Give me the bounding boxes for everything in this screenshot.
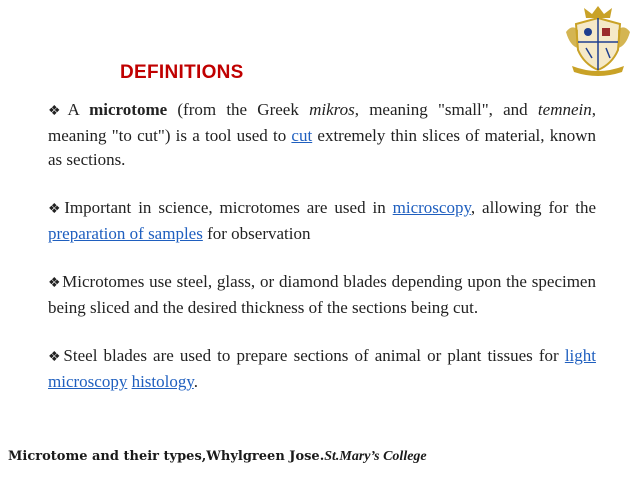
text: , meaning "small", and bbox=[354, 100, 538, 119]
text: , allowing for the bbox=[470, 198, 596, 217]
diamond-bullet-icon: ❖ bbox=[48, 276, 62, 291]
term-temnein: temnein bbox=[537, 100, 592, 119]
text: for observation bbox=[202, 224, 311, 243]
footer-college: St.Mary’s College bbox=[324, 449, 427, 464]
paragraph-blades bbox=[48, 270, 596, 320]
text: extremely thin slices of material, known as sections. bbox=[48, 126, 596, 169]
text: Important in science, microtomes are used in bbox=[64, 198, 393, 217]
term-microtome: microtome bbox=[89, 100, 168, 119]
text: , meaning "to cut") is a tool used to bbox=[48, 100, 596, 145]
link-microscopy[interactable]: microscopy bbox=[392, 198, 471, 217]
link-histology[interactable]: histology bbox=[131, 372, 194, 391]
text: Microtomes use steel, glass, or diamond blades depending upon the specimen being sliced and the desired thickness of the sections being cut. bbox=[48, 272, 596, 317]
diamond-bullet-icon: ❖ bbox=[48, 350, 63, 365]
text: . bbox=[193, 372, 199, 391]
term-mikros: mikros bbox=[309, 100, 355, 119]
text: (from the Greek bbox=[167, 100, 310, 119]
link-light-microscopy[interactable]: light microscopy bbox=[48, 346, 596, 391]
footer bbox=[8, 449, 427, 465]
page-title: DEFINITIONS bbox=[120, 62, 244, 83]
definitions-content bbox=[48, 98, 596, 418]
paragraph-steel-blades bbox=[48, 344, 596, 394]
text: Steel blades are used to prepare sections of animal or plant tissues for bbox=[63, 346, 565, 365]
text: A bbox=[67, 100, 90, 119]
college-crest-icon bbox=[562, 2, 634, 76]
link-cut[interactable]: cut bbox=[291, 126, 313, 145]
paragraph-importance bbox=[48, 196, 596, 246]
paragraph-microtome bbox=[48, 98, 596, 172]
link-preparation-of-samples[interactable]: preparation of samples bbox=[48, 224, 203, 243]
diamond-bullet-icon: ❖ bbox=[48, 104, 67, 119]
footer-text: Microtome and their types,Whylgreen Jose. bbox=[8, 449, 325, 464]
diamond-bullet-icon: ❖ bbox=[48, 202, 64, 217]
